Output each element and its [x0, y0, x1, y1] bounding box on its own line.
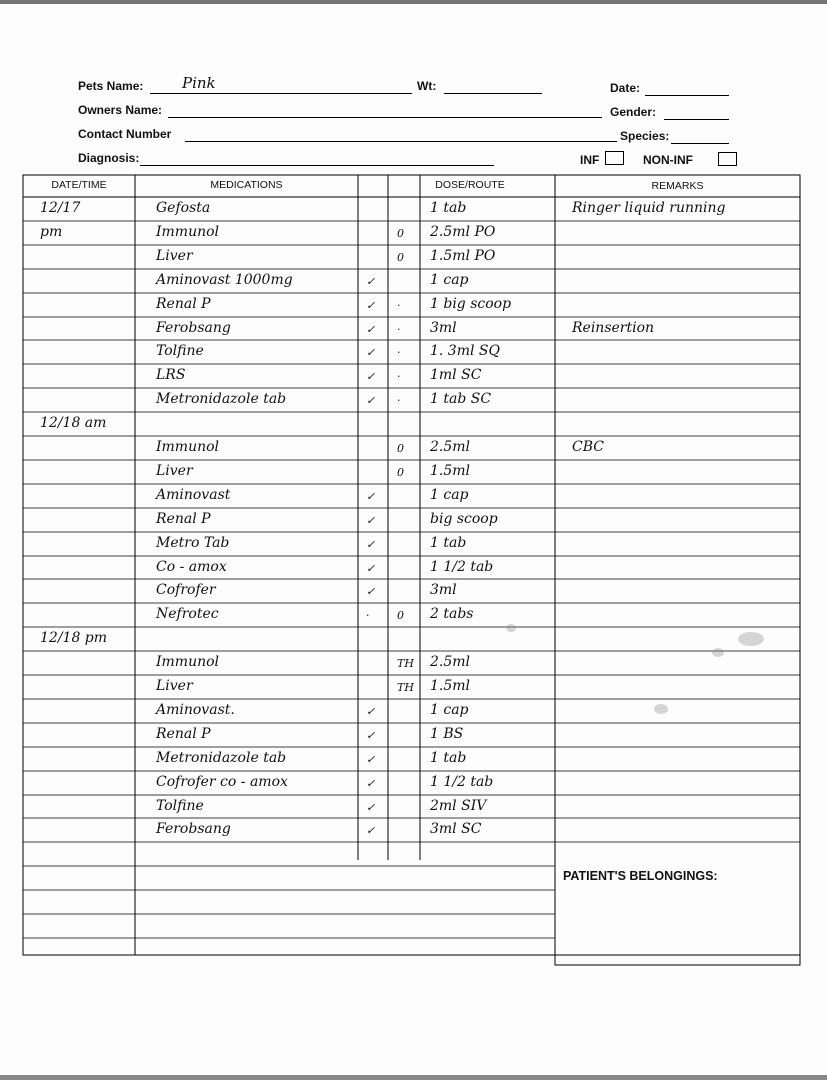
row-dose-route[interactable]: 3ml — [430, 582, 457, 599]
row-dose-route[interactable]: 1.5ml PO — [430, 247, 496, 264]
patients-belongings-label: PATIENT'S BELONGINGS: — [563, 869, 718, 883]
wt-label: Wt: — [417, 79, 437, 93]
row-date[interactable]: pm — [40, 223, 63, 240]
row-medication[interactable]: Nefrotec — [156, 606, 219, 623]
row-check-second[interactable]: TH — [397, 681, 414, 694]
row-remark[interactable]: Reinsertion — [572, 319, 655, 336]
row-dose-route[interactable]: 1 BS — [430, 725, 464, 742]
row-medication[interactable]: Ferobsang — [156, 821, 231, 838]
date-label: Date: — [610, 81, 641, 95]
ink-smudge — [712, 648, 724, 657]
row-check-given[interactable]: ✓ — [366, 322, 376, 336]
row-medication[interactable]: Co - amox — [156, 558, 227, 575]
row-medication[interactable]: Aminovast — [156, 486, 231, 503]
row-medication[interactable]: Renal P — [156, 725, 211, 742]
row-dose-route[interactable]: 2.5ml PO — [430, 223, 496, 240]
row-dose-route[interactable]: big scoop — [430, 510, 498, 527]
row-medication[interactable]: Immunol — [156, 223, 220, 240]
row-medication[interactable]: Tolfine — [156, 343, 204, 360]
row-dose-route[interactable]: 1.5ml — [430, 462, 471, 479]
row-check-given[interactable]: ✓ — [366, 800, 376, 814]
row-check-given[interactable]: ✓ — [366, 752, 376, 766]
row-date[interactable]: 12/18 am — [40, 415, 107, 432]
row-medication[interactable]: Liver — [156, 678, 193, 694]
row-dose-route[interactable]: 1 big scoop — [430, 295, 512, 312]
row-medication[interactable]: Metronidazole tab — [156, 749, 287, 766]
noninf-label: NON-INF — [643, 153, 693, 167]
row-dose-route[interactable]: 2.5ml — [430, 439, 471, 455]
row-check-given[interactable]: ✓ — [366, 298, 376, 312]
diagnosis-label: Diagnosis: — [78, 151, 140, 165]
row-check-second[interactable]: 0 — [397, 226, 404, 240]
row-check-given[interactable]: ✓ — [366, 824, 376, 838]
row-check-given[interactable]: ✓ — [366, 561, 376, 575]
row-check-given[interactable]: ✓ — [366, 513, 376, 527]
row-dose-route[interactable]: 1 cap — [430, 701, 469, 718]
row-check-given[interactable]: ✓ — [366, 274, 376, 288]
row-medication[interactable]: Renal P — [156, 510, 211, 527]
row-check-given[interactable]: ✓ — [366, 489, 376, 503]
row-dose-route[interactable]: 1 tab — [430, 200, 467, 216]
row-medication[interactable]: Liver — [156, 247, 193, 264]
row-dose-route[interactable]: 1 tab — [430, 534, 467, 551]
row-medication[interactable]: Cofrofer — [156, 582, 216, 599]
row-remark[interactable]: CBC — [572, 439, 604, 455]
row-dose-route[interactable]: 1ml SC — [430, 367, 482, 384]
row-check-second[interactable]: 0 — [397, 442, 404, 455]
species-label: Species: — [620, 129, 670, 143]
ink-smudge — [654, 704, 668, 714]
row-medication[interactable]: Liver — [156, 462, 193, 479]
row-dose-route[interactable]: 1 tab SC — [430, 391, 492, 408]
row-check-given[interactable]: ✓ — [366, 728, 376, 742]
pets-name-value[interactable]: Pink — [182, 74, 216, 92]
row-dose-route[interactable]: 1. 3ml SQ — [430, 343, 500, 360]
row-medication[interactable]: Immunol — [156, 439, 220, 455]
row-check-given[interactable]: ✓ — [366, 704, 376, 718]
row-medication[interactable]: Metro Tab — [156, 534, 230, 551]
row-medication[interactable]: LRS — [156, 367, 186, 384]
row-dose-route[interactable]: 3ml — [430, 319, 457, 336]
ink-smudge — [506, 624, 516, 632]
row-medication[interactable]: Ferobsang — [156, 319, 231, 336]
row-dose-route[interactable]: 2 tabs — [430, 606, 474, 623]
row-check-given[interactable]: ✓ — [366, 370, 376, 384]
row-medication[interactable]: Immunol — [156, 654, 220, 671]
row-check-second[interactable]: 0 — [397, 609, 404, 623]
row-date[interactable]: 12/17 — [40, 200, 81, 216]
row-date[interactable]: 12/18 pm — [40, 630, 108, 647]
row-check-given[interactable]: ✓ — [366, 776, 376, 790]
row-medication[interactable]: Renal P — [156, 295, 211, 312]
row-check-second[interactable]: · — [397, 394, 401, 408]
row-check-second[interactable]: · — [397, 370, 401, 384]
row-medication[interactable]: Metronidazole tab — [156, 391, 287, 408]
gender-label: Gender: — [610, 105, 657, 119]
row-dose-route[interactable]: 1 cap — [430, 271, 469, 288]
row-dose-route[interactable]: 3ml SC — [430, 821, 482, 838]
row-check-second[interactable]: TH — [397, 657, 414, 671]
col-header-dose: DOSE/ROUTE — [435, 179, 505, 191]
contact-label: Contact Number — [78, 127, 172, 141]
row-check-second[interactable]: 0 — [397, 465, 404, 479]
col-header-datetime: DATE/TIME — [51, 179, 107, 191]
row-medication[interactable]: Cofrofer co - amox — [156, 773, 288, 790]
row-medication[interactable]: Aminovast 1000mg — [156, 271, 293, 288]
owners-name-label: Owners Name: — [78, 103, 163, 117]
row-dose-route[interactable]: 1.5ml — [430, 678, 471, 694]
row-check-given[interactable]: ✓ — [366, 394, 376, 408]
pets-name-label: Pets Name: — [78, 79, 144, 93]
row-dose-route[interactable]: 2.5ml — [430, 654, 471, 671]
row-dose-route[interactable]: 1 cap — [430, 486, 469, 503]
row-dose-route[interactable]: 1 1/2 tab — [430, 773, 494, 790]
row-check-given[interactable]: ✓ — [366, 537, 376, 551]
col-header-medications: MEDICATIONS — [210, 179, 283, 191]
row-medication[interactable]: Gefosta — [156, 200, 211, 216]
row-check-second[interactable]: · — [397, 298, 401, 312]
row-check-given[interactable]: ✓ — [366, 585, 376, 599]
row-check-given[interactable]: ✓ — [366, 346, 376, 360]
ink-smudge — [738, 632, 764, 646]
row-remark[interactable]: Ringer liquid running — [572, 200, 726, 216]
row-check-second[interactable]: · — [397, 322, 401, 336]
row-medication[interactable]: Aminovast. — [156, 701, 235, 718]
row-dose-route[interactable]: 2ml SIV — [430, 797, 487, 814]
col-header-remarks: REMARKS — [651, 180, 704, 192]
inf-label: INF — [580, 153, 600, 167]
row-check-second[interactable]: · — [397, 346, 401, 360]
row-check-second[interactable]: 0 — [397, 250, 404, 264]
row-check-given[interactable]: · — [366, 609, 370, 623]
row-medication[interactable]: Tolfine — [156, 797, 204, 814]
row-dose-route[interactable]: 1 tab — [430, 749, 467, 766]
row-dose-route[interactable]: 1 1/2 tab — [430, 558, 494, 575]
